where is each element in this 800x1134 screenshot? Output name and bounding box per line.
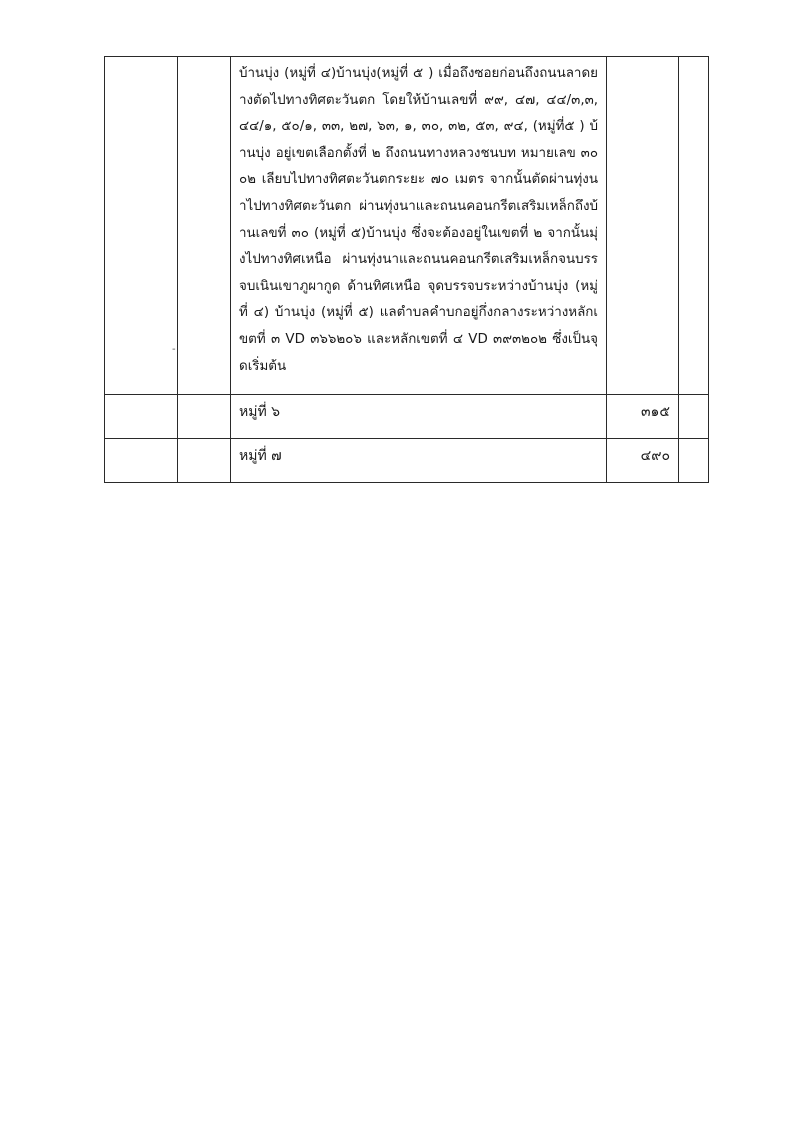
table-cell-empty xyxy=(178,395,231,439)
table-cell-empty xyxy=(105,395,178,439)
table-cell-empty xyxy=(679,395,709,439)
village-count: ๔๙๐ xyxy=(607,439,679,483)
village-label: หมู่ที่ ๗ xyxy=(231,439,607,483)
boundary-description-cell xyxy=(231,57,607,395)
table-cell-empty xyxy=(105,57,178,395)
table-cell-empty xyxy=(105,439,178,483)
boundary-table xyxy=(104,56,709,483)
table-row xyxy=(105,395,709,439)
table-cell-empty xyxy=(178,439,231,483)
village-label: หมู่ที่ ๖ xyxy=(231,395,607,439)
table-cell-empty xyxy=(679,57,709,395)
table-cell-empty xyxy=(178,57,231,395)
table-row xyxy=(105,57,709,395)
table-cell-empty xyxy=(679,439,709,483)
boundary-description: บ้านบุ่ง (หมู่ที่ ๔)บ้านบุ่ง(หมู่ที่ ๕ ) เมื่อถึงซอยก่อนถึงถนนลาดยางตัดไปทางทิศตะวันตก โดยให้บ้านเลขที่ ๙๙, ๔๗, ๔๔/๓,๓, ๔๔/๑, ๕๐/๑, ๓๓, ๒๗, ๖๓, ๑, ๓๐, ๓๒, ๕๓, ๙๔, (หมู่ที่๕ ) บ้านบุ่ง อยู่เขตเลือกตั้งที่ ๒ ถึงถนนทางหลวงชนบท หมายเลข ๓๐๐๒ เลียบไปทางทิศตะวันตกระยะ ๗๐ เมตร จากนั้นตัดผ่านทุ่งนาไปทางทิศตะวันตก ผ่านทุ่งนาและถนนคอนกรีตเสริมเหล็กถึงบ้านเลขที่ ๓๐ (หมู่ที่ ๕)บ้านบุ่ง ซึ่งจะต้องอยู่ในเขตที่ ๒ จากนั้นมุ่งไปทางทิศเหนือ ผ่านทุ่งนาและถนนคอนกรีตเสริมเหล็กจนบรรจบเนินเขาภูผากูด ด้านทิศเหนือ จุดบรรจบระหว่างบ้านบุ่ง (หมู่ที่ ๔) บ้านบุ่ง (หมู่ที่ ๕) แลตำบลคำบกอยู่กึ่งกลางระหว่างหลักเขตที่ ๓ VD ๓๖๖๒๐๖ และหลักเขตที่ ๔ VD ๓๙๓๒๐๒ ซึ่งเป็นจุดเริ่มต้น xyxy=(239,66,598,374)
village-count: ๓๑๕ xyxy=(607,395,679,439)
stray-mark: - xyxy=(172,344,176,355)
table-cell-count xyxy=(607,57,679,395)
table-row xyxy=(105,439,709,483)
